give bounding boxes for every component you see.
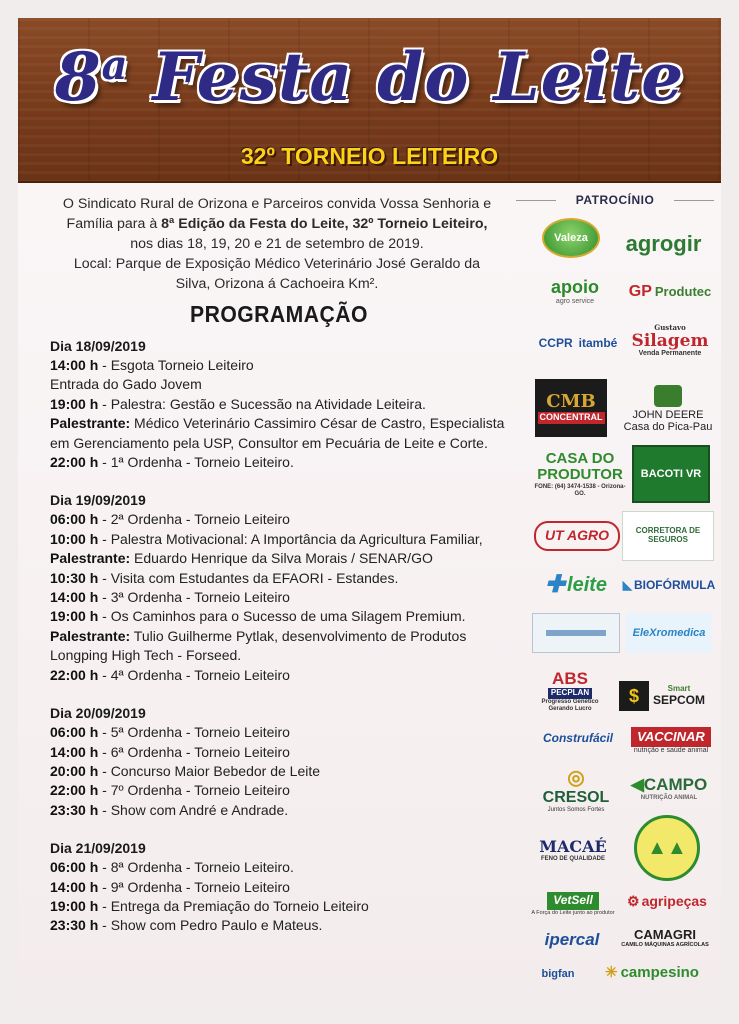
event-time: 20:00 h <box>50 762 99 779</box>
event-text: - Show com Pedro Paulo e Mateus. <box>98 917 323 934</box>
event-text: - Concurso Maior Bebedor de Leite <box>98 762 321 779</box>
cresol-logo <box>534 761 618 819</box>
schedule-event <box>50 897 520 916</box>
event-time: Palestrante: <box>50 627 131 644</box>
produtor-label: PRODUTOR <box>537 466 623 484</box>
programacao-heading: PROGRAMAÇÃO <box>190 301 368 327</box>
casa-produtor-logo <box>534 445 626 503</box>
itambe-label: itambé <box>578 336 618 351</box>
ipercal-logo <box>532 925 612 955</box>
pecplan-label: PECPLAN <box>548 688 592 699</box>
event-time: 19:00 h <box>50 897 99 914</box>
tractor-icon: ⚙ <box>627 893 640 910</box>
intro-line: O Sindicato Rural de Orizona e Parceiros convida Vossa Senhoria e <box>62 196 492 212</box>
event-text: - Os Caminhos para o Sucesso de uma Silagem Premium. <box>98 608 466 625</box>
schedule-event <box>50 916 520 935</box>
agrogir-label: agrogir <box>625 230 702 256</box>
event-text: - 3ª Ordenha - Torneio Leiteiro <box>98 589 290 606</box>
event-time: 23:30 h <box>50 801 99 818</box>
event-text: Médico Veterinário Cassimiro César de Castro, Especialista em Gerenciamento pela USP, Consultor em Pecuária de Leite e Corte. <box>50 415 505 451</box>
schedule-event <box>50 801 520 820</box>
schedule-event <box>50 588 520 607</box>
smart-label: Smart <box>667 684 691 693</box>
bioformula-label: BIOFÓRMULA <box>633 578 716 593</box>
cmb-label: CMB <box>546 391 596 413</box>
title-number: 8 <box>54 38 102 116</box>
pica-pau-label: Casa do Pica-Pau <box>623 421 713 433</box>
schedule-event <box>50 723 520 742</box>
event-text: Tulio Guilherme Pytlak, desenvolvimento de Produtos Longping High Tech - Forseed. <box>50 627 467 664</box>
day-block <box>50 490 520 685</box>
abs-sub: Progresso Genético Gerando Lucro <box>541 699 599 712</box>
cresol-sub: Juntos Somos Fortes <box>547 806 605 813</box>
event-time: 19:00 h <box>50 395 99 412</box>
festival-subtitle: 32º TORNEIO LEITEIRO <box>240 143 499 169</box>
event-text: Eduardo Henrique da Silva Morais / SENAR/GO <box>130 550 433 567</box>
intro-line: nos dias 18, 19, 20 e 21 de setembro de 2019. <box>130 236 424 252</box>
valeza-label: Valeza <box>554 231 588 244</box>
schedule <box>50 336 520 954</box>
schedule-event <box>50 356 520 375</box>
bigfan-label: bigfan <box>541 967 575 980</box>
event-text: Entrada do Gado Jovem <box>50 376 202 393</box>
event-time: Palestrante: <box>50 550 131 567</box>
intro-text: Família para à <box>66 216 162 232</box>
vetsell-label: VetSell <box>547 892 599 909</box>
festival-title <box>18 38 721 116</box>
event-time: 14:00 h <box>50 878 99 895</box>
event-text: - Show com André e Andrade. <box>98 801 289 818</box>
schedule-event <box>50 858 520 877</box>
schedule-event <box>50 549 520 568</box>
macae-label: MACAÉ <box>539 836 607 856</box>
intro-line: Silva, Orizona á Cachoeira Km². <box>175 276 379 292</box>
schedule-event <box>50 375 520 394</box>
cresol-label: CRESOL <box>542 788 610 806</box>
agrogir-logo <box>616 230 711 258</box>
apoio-label: apoio <box>551 277 599 298</box>
event-time: 22:00 h <box>50 666 99 683</box>
day-block <box>50 336 520 472</box>
schedule-event <box>50 530 520 549</box>
event-time: 22:00 h <box>50 454 99 471</box>
corretora-logo <box>622 511 714 561</box>
abs-logo <box>534 666 606 716</box>
campo-logo <box>622 771 716 807</box>
bioformula-icon: ◣ <box>622 578 632 593</box>
apoio-logo <box>532 277 618 307</box>
ccpr-label: CCPR <box>538 336 573 351</box>
day-block <box>50 703 520 820</box>
apoio-sub: agro service <box>555 298 595 306</box>
schedule-event <box>50 666 520 685</box>
produtec-logo <box>628 277 712 307</box>
event-text: - 7º Ordenha - Torneio Leiteiro <box>98 782 290 799</box>
gp-mark: GP <box>628 283 652 301</box>
event-time: 19:00 h <box>50 608 99 625</box>
wood-header <box>18 18 721 183</box>
schedule-event <box>50 453 520 472</box>
poster <box>18 18 721 1004</box>
campesino-logo <box>590 961 714 985</box>
leite-logo <box>534 570 618 600</box>
intro-bold: 8ª Edição da Festa do Leite, 32º Torneio Leiteiro, <box>161 216 488 232</box>
event-time: Palestrante: <box>50 415 131 432</box>
sepcom-logo <box>610 676 714 716</box>
event-time: 14:00 h <box>50 357 99 373</box>
intro-line <box>38 214 516 234</box>
invitation-text <box>38 194 516 294</box>
schedule-event <box>50 510 520 529</box>
schedule-event <box>50 743 520 762</box>
corretora-label: CORRETORA DE SEGUROS <box>635 526 701 544</box>
day-title: Dia 19/09/2019 <box>50 492 146 509</box>
event-text: - Esgota Torneio Leiteiro <box>98 357 254 373</box>
event-text: - 4ª Ordenha - Torneio Leiteiro <box>98 666 290 683</box>
eletro-label: EleXromedica <box>632 626 706 639</box>
event-text: - 2ª Ordenha - Torneio Leiteiro <box>98 511 290 528</box>
day-title: Dia 20/09/2019 <box>50 705 146 722</box>
event-text: - Palestra: Gestão e Sucessão na Atividade Leiteira. <box>98 395 426 412</box>
sepcom-icon: $ <box>619 681 649 711</box>
ccpr-itambe-logo <box>532 331 624 357</box>
schedule-event <box>50 395 520 414</box>
event-text: - 6ª Ordenha - Torneio Leiteiro <box>98 743 290 760</box>
event-time: 06:00 h <box>50 859 99 876</box>
blue-card-logo <box>532 613 620 653</box>
event-text: - 9ª Ordenha - Torneio Leiteiro <box>98 878 290 895</box>
sponsors-title: PATROCÍNIO <box>510 193 720 207</box>
vetsell-sub: A Força do Leite junto ao produtor <box>531 909 615 916</box>
event-time: 22:00 h <box>50 782 99 799</box>
leite-label: leite <box>567 574 608 596</box>
valeza-logo <box>542 218 600 258</box>
bacotti-logo <box>632 445 710 503</box>
day-title: Dia 21/09/2019 <box>50 840 146 857</box>
event-text: - 8ª Ordenha - Torneio Leiteiro. <box>98 859 294 876</box>
abs-label: ABS <box>552 668 588 688</box>
construfacil-logo <box>534 725 622 753</box>
title-text: Festa do Leite <box>152 38 685 116</box>
schedule-event <box>50 762 520 781</box>
ipercal-label: ipercal <box>544 929 600 949</box>
bioformula-logo <box>622 573 716 599</box>
camagri-sub: CAMILO MÁQUINAS AGRÍCOLAS <box>621 942 709 949</box>
silagem-owner: Gustavo <box>654 322 686 332</box>
vaccinar-sub: nutrição e saúde animal <box>633 747 709 755</box>
event-text: - Visita com Estudantes da EFAORI - Estandes. <box>98 569 399 586</box>
agripecas-label: agripeças <box>641 893 707 910</box>
sponsors-panel <box>510 193 720 983</box>
card-stripe-icon <box>546 630 606 636</box>
sepcom-label: SEPCOM <box>652 692 705 707</box>
schedule-event <box>50 878 520 897</box>
macae-logo <box>534 825 612 875</box>
campo-label: CAMPO <box>643 775 708 795</box>
schedule-event <box>50 607 520 626</box>
silagem-logo <box>628 315 712 367</box>
camagri-logo <box>616 923 714 953</box>
intro-line: Local: Parque de Exposição Médico Veterinário José Geraldo da <box>73 256 481 272</box>
event-time: 10:30 h <box>50 569 99 586</box>
campo-icon: ◀ <box>630 775 644 795</box>
silagem-sub: Venda Permanente <box>638 350 702 358</box>
plus-icon: ✚ <box>544 570 566 598</box>
day-block <box>50 838 520 936</box>
bacotti-label: BACOTI VR <box>640 467 702 480</box>
schedule-event <box>50 781 520 800</box>
campesino-label: campesino <box>620 963 699 981</box>
vaccinar-label: VACCINAR <box>631 727 711 747</box>
event-text: - 1ª Ordenha - Torneio Leiteiro. <box>98 454 294 471</box>
concentral-logo <box>535 379 607 437</box>
agro-red-logo <box>534 521 620 551</box>
cooperativa-seal-icon: ▲▲ <box>647 837 687 859</box>
campo-sub: NUTRIÇÃO ANIMAL <box>640 795 698 802</box>
title-ordinal: a <box>101 42 129 89</box>
silagem-label: Silagem <box>631 330 709 351</box>
construfacil-label: Construfácil <box>542 731 613 746</box>
vetsell-logo <box>530 887 616 921</box>
john-deere-label: JOHN DEERE <box>632 408 704 421</box>
event-time: 10:00 h <box>50 530 99 547</box>
sun-icon: ✳ <box>605 963 618 981</box>
agripecas-logo <box>620 887 714 917</box>
schedule-event <box>50 569 520 588</box>
eletromedica-logo <box>626 613 712 653</box>
john-deere-logo <box>622 381 714 437</box>
cooperativa-seal-logo <box>634 815 700 881</box>
casa-phone: FONE: (64) 3474-1538 - Orizona-GO. <box>534 483 626 497</box>
event-time: 06:00 h <box>50 511 99 528</box>
event-time: 14:00 h <box>50 743 99 760</box>
agro-red-label: UT AGRO <box>544 527 610 544</box>
cresol-icon: ◎ <box>567 766 585 789</box>
event-text: - 5ª Ordenha - Torneio Leiteiro <box>98 724 290 741</box>
concentral-label: CONCENTRAL <box>539 411 603 422</box>
schedule-event <box>50 414 520 453</box>
event-text: - Palestra Motivacional: A Importância da Agricultura Familiar, <box>98 530 483 547</box>
event-time: 06:00 h <box>50 724 99 741</box>
event-text: - Entrega da Premiação do Torneio Leiteiro <box>98 897 369 914</box>
casa-label: CASA DO <box>545 449 615 467</box>
macae-sub: FENO DE QUALIDADE <box>540 855 605 862</box>
camagri-label: CAMAGRI <box>633 926 697 942</box>
event-time: 14:00 h <box>50 589 99 606</box>
deer-icon <box>654 385 682 407</box>
bigfan-logo <box>534 963 582 985</box>
produtec-label: Produtec <box>654 283 712 299</box>
vaccinar-logo <box>628 721 714 761</box>
schedule-event <box>50 627 520 666</box>
day-title: Dia 18/09/2019 <box>50 338 146 354</box>
event-time: 23:30 h <box>50 917 99 934</box>
